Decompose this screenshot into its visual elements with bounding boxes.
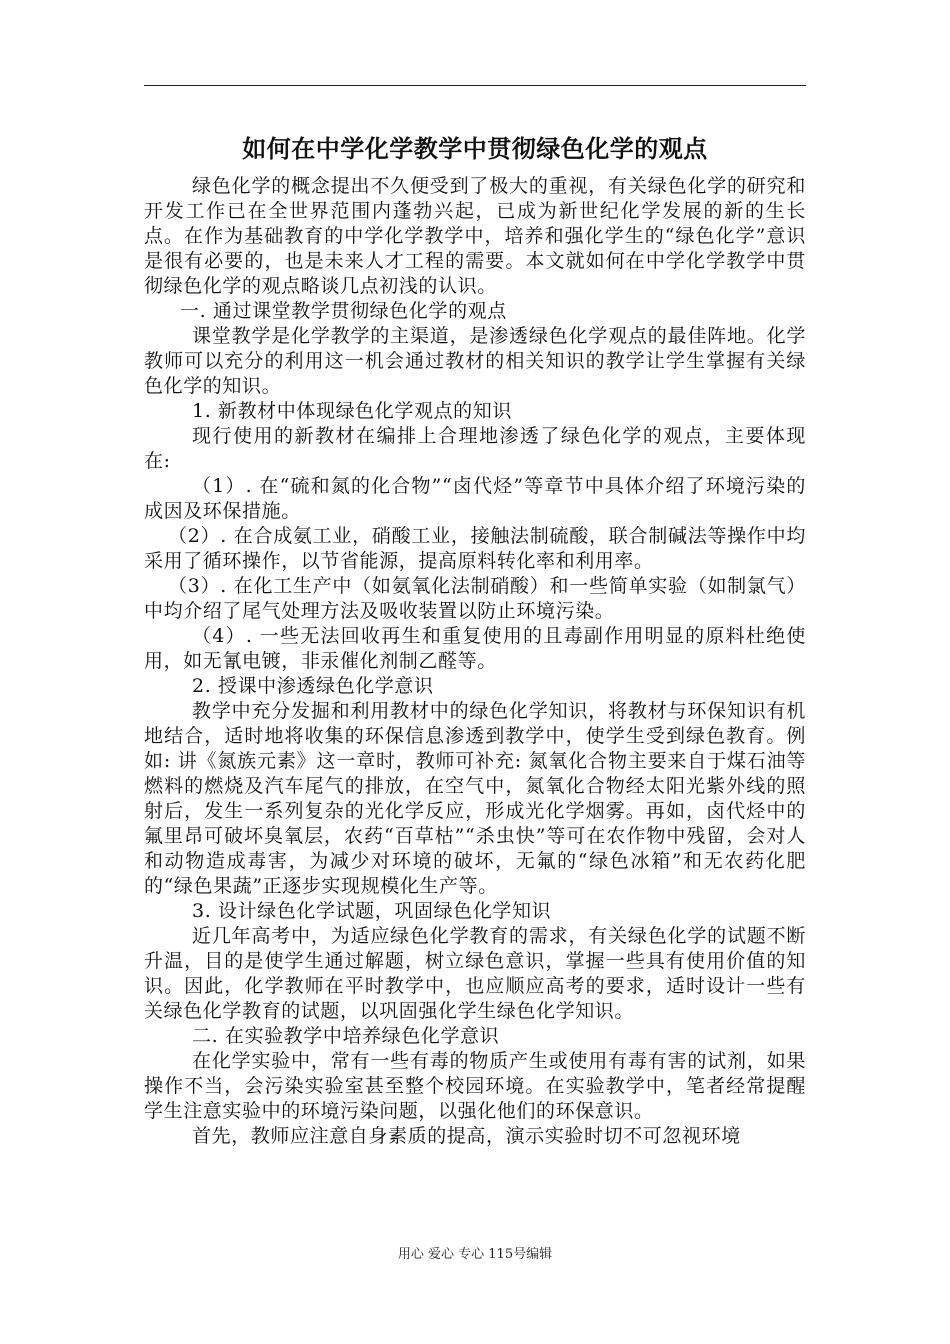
list-item: （1）. 在“硫和氮的化合物”“卤代烃”等章节中具体介绍了环境污染的成因及环保措施。 — [144, 475, 806, 522]
header-rule — [144, 85, 806, 86]
intro-paragraph: 绿色化学的概念提出不久便受到了极大的重视，有关绿色化学的研究和开发工作已在全世界范围内蓬勃兴起，已成为新世纪化学发展的新的生长点。在作为基础教育的中学化学教学中，培养和强化学生的“绿色化学”意识是很有必要的，也是未来人才工程的需要。本文就如何在中学化学教学中贯彻绿色化学的观点略谈几点初浅的认识。 — [144, 175, 806, 297]
body-paragraph: 在化学实验中，常有一些有毒的物质产生或使用有毒有害的试剂，如果操作不当，会污染实验室甚至整个校园环境。在实验教学中，笔者经常提醒学生注意实验中的环境污染问题，以强化他们的环保意识。 — [144, 1050, 806, 1122]
body-paragraph: 近几年高考中，为适应绿色化学教育的需求，有关绿色化学的试题不断升温，目的是使学生通过解题，树立绿色意识，掌握一些具有使用价值的知识。因此，化学教师在平时教学中，也应顺应高考的要求，适时设计一些有关绿色化学教育的试题，以巩固强化学生绿色化学知识。 — [144, 925, 806, 1022]
section-heading-2: 二. 在实验教学中培养绿色化学意识 — [192, 1025, 500, 1047]
list-item: （2）. 在合成氨工业，硝酸工业，接触法制硫酸，联合制碱法等操作中均采用了循环操作，以节省能源，提高原料转化率和利用率。 — [144, 525, 806, 572]
section-heading-1: 一. 通过课堂教学贯彻绿色化学的观点 — [180, 300, 507, 322]
body-paragraph: 首先，教师应注意自身素质的提高，演示实验时切不可忽视环境 — [192, 1125, 741, 1147]
list-item: （4）. 一些无法回收再生和重复使用的且毒副作用明显的原料杜绝使用，如无氰电镀，非汞催化剂制乙醛等。 — [144, 625, 806, 672]
document-title: 如何在中学化学教学中贯彻绿色化学的观点 — [242, 134, 708, 163]
body-paragraph: 教学中充分发掘和利用教材中的绿色化学知识，将教材与环保知识有机地结合，适时地将收集的环保信息渗透到教学中，使学生受到绿色教育。例如: 讲《氮族元素》这一章时，教师可补充: 氮氧化合物主要来自于煤石油等燃料的燃烧及汽车尾气的排放，在空气中，氮氧化合物经太阳光紫外线的照射后，发生一系列复杂的光化学反应，形成光化学烟雾。再如，卤代烃中的氟里昂可破坏臭氧层，农药“百草枯”“杀虫快”等可在农作物中残留，会对人和动物造成毒害，为减少对环境的破坏，无氟的“绿色冰箱”和无农药化肥的“绿色果蔬”正逐步实现规模化生产等。 — [144, 700, 806, 897]
page-footer: 用心 爱心 专心 115号编辑 — [397, 1247, 553, 1262]
subsection-heading-1-2: 2. 授课中渗透绿色化学意识 — [192, 675, 434, 697]
document-body — [144, 174, 806, 1149]
body-paragraph: 课堂教学是化学教学的主渠道，是渗透绿色化学观点的最佳阵地。化学教师可以充分的利用这一机会通过教材的相关知识的教学让学生掌握有关绿色化学的知识。 — [144, 325, 806, 397]
subsection-heading-1-3: 3. 设计绿色化学试题，巩固绿色化学知识 — [192, 900, 552, 922]
subsection-heading-1-1: 1. 新教材中体现绿色化学观点的知识 — [192, 400, 512, 422]
body-paragraph: 现行使用的新教材在编排上合理地渗透了绿色化学的观点，主要体现在: — [144, 425, 806, 472]
list-item: （3）. 在化工生产中（如氨氧化法制硝酸）和一些简单实验（如制氯气）中均介绍了尾气处理方法及吸收装置以防止环境污染。 — [144, 575, 806, 622]
